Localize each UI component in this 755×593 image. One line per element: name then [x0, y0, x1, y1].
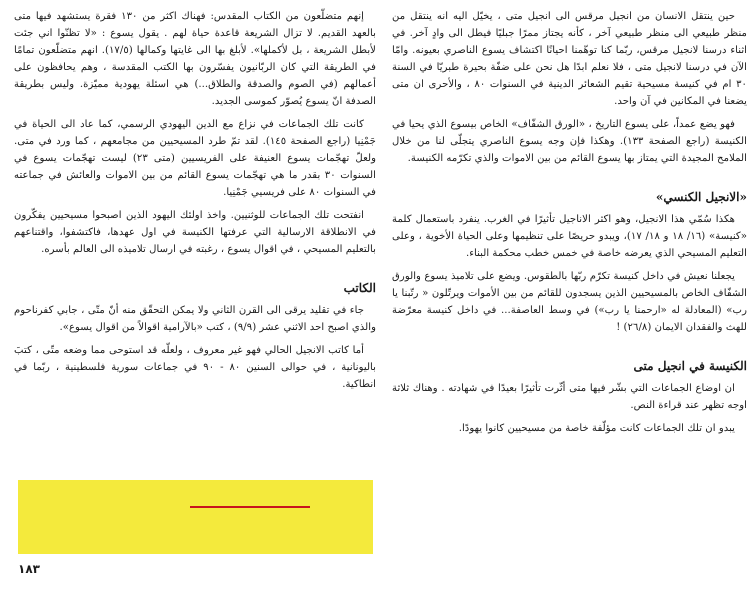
paragraph: إنهم متضلّعون من الكتاب المقدس: فهناك اكثر من ١٣٠ فقرة يستشهد فيها متى بالعهد القديم. لا تزال الشريعة قاعدة حياة لهم . يقول يسوع : «لا تظنّوا اني جئت لأبطل الشريعة ، بل لأكملها». لأبلغ بها الى غايتها وكمالها (١٧/٥). انهم متضلّعون تمامًا في الطريقة التي كان الربّانيون يفسّرون بها الكتب المقدسة ، وهم يحافظون على أعمالهم (في الصوم والصدقة والطلاق...) هي اسئلة يهودية مميّزة. وليس بطريقة الصدفة انّ يسوع يُصوّر كموسى الجديد.: [14, 11, 376, 107]
red-underline: [190, 506, 310, 508]
page-number: ١٨٣: [18, 562, 40, 576]
yellow-highlight: [18, 480, 373, 554]
paragraph: هكذا سُمّي هذا الانجيل، وهو اكثر الاناجيل تأثيرًا في الغرب. ينفرد باستعمال كلمة «كنيسة» (١٦/ ١٨ و ١٨/ ١٧)، ويبدو حريصًا على تنظيمها وعلى الحياة الأخوية ، وعلى التعليم المسيحي الذي يعرضه خاصة في خمس خطب محكمة البناء.: [392, 214, 747, 259]
section-heading: الكاتب: [343, 281, 376, 295]
highlighted-paragraph: أما كاتب الانجيل الحالي فهو غير معروف ، ولعلّه قد استوحى مما وضعه متّى ، كتبَ باليونانية ، في حوالى السنين ٨٠ - ٩٠ في جماعات سورية فلسطينية ، ربّما في انطاكية.: [14, 345, 376, 390]
paragraph: انفتحت تلك الجماعات للوثنيين. واخذ اولئك اليهود الذين اصبحوا مسيحيين يفكّرون في الانطلاقة الارسالية التي عرفتها الكنيسة في اول عهدها، فاكتشفوا، واقتناعهم بالتعليم المسيحي ، في اقوال يسوع ، رغبته في ارسال تلاميذه الى العالم بأسره.: [14, 210, 376, 255]
paragraph: كانت تلك الجماعات في نزاع مع الدين اليهودي الرسمي، كما عاد الى الحياة في جَمْنِيا (راجع الصفحة ١٤٥). لقد تمّ طرد المسيحيين من مجامعهم ، كما ورد في متى. ولعلّ تهجّمات يسوع العنيفة على الفريسيين (متى ٢٣) ليست تهجّمات يسوع في السنوات ٣٠ بقدر ما هي تهجّمات يسوع القائم من بين الاموات والعائش في جماعته في السنوات ٨٠ على فريسيي جَمْنِيا.: [14, 119, 377, 198]
paragraph: فهو يضع عمداً، على يسوع التاريخ ، «الورق الشفّاف» الخاص بيسوع الذي يحيا في الكنيسة (راجع الصفحة ١٣٣). وهكذا فإن وجه يسوع الناصري يتجلّى لنا من خلال الملامح المجيدة التي يمتاز بها يسوع القائم من بين الاموات والذي تكرّمه الكنيسة.: [392, 119, 747, 164]
right-column: [392, 8, 747, 443]
section-heading: «الانجيل الكنسي»: [655, 190, 747, 204]
paragraph: يجعلنا نعيش في داخل كنيسة تكرّم ربّها بالطقوس. ويضع على تلاميذ يسوع والورق الشفّاف الخاص بالمسيحيين الذين يسجدون للقائم من بين الأموات ويرتّلون « رتّبنا يا رب» (المعادلة له «ارحمنا يا رب») في وسط العاصفة... في داخل كنيسة معرّضة للهث والفقدان الايمان (٢٦/٨) !: [392, 271, 747, 333]
paragraph: ان اوضاع الجماعات التي بشّر فيها متى أثّرت تأثيرًا بعيدًا في شهادته . وهناك ثلاثة اوجه تظهر عند قراءة النص.: [392, 383, 747, 411]
left-column: [14, 8, 376, 399]
section-heading: الكنيسة في انجيل متى: [633, 359, 747, 373]
paragraph: جاء في تقليد يرقى الى القرن الثاني ولا يمكن التحقّق منه أنّ متّى ، جابي كفرناحوم والذي اصبح احد الاثني عشر (٩/٩) ، كتب «بالآرامية اقوالاً من اقوال يسوع».: [14, 305, 376, 333]
paragraph: حين ينتقل الانسان من انجيل مرقس الى انجيل متى ، يخيّل اليه انه ينتقل من منظر طبيعي الى منظر طبيعي آخر ، كأنه يجتاز ممرًا جبليًا فيطل الى وادٍ آخر. في اثناء درسنا لانجيل مرقس، ربّما كنا توهّمنا احيانًا اكتشاف يسوع الناصري بعيونه. وامّا الآن في درسنا لانجيل متى ، فلا نعلم ابدًا هل نحن على ضفّة بحيرة طبريّا في السنة ٣٠ ام في كنيسة مسيحية تقيم الشعائر الدينية في السنوات ٨٠ ، والأحرى ان متى يضعنا في المكانين في آن واحد.: [392, 11, 748, 107]
paragraph: يبدو ان تلك الجماعات كانت مؤلّفة خاصة من مسيحيين كانوا يهودًا.: [458, 423, 735, 434]
